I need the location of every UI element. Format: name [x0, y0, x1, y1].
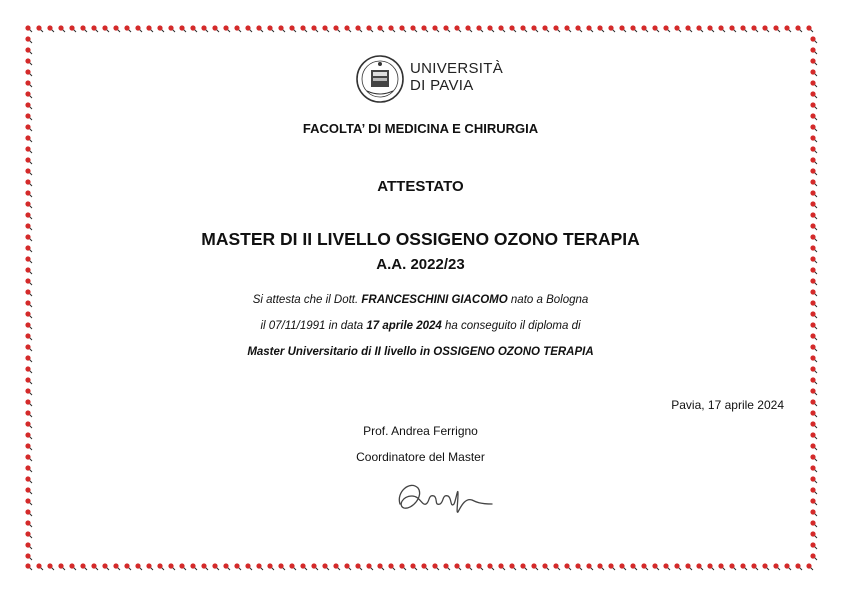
border-pin [542, 25, 549, 32]
border-pin [487, 563, 494, 570]
border-pin [795, 25, 802, 32]
border-pin [25, 102, 32, 109]
border-pin [388, 563, 395, 570]
border-pin [344, 563, 351, 570]
border-pin [25, 377, 32, 384]
university-name [410, 60, 503, 94]
border-pin [740, 25, 747, 32]
border-pin [751, 563, 758, 570]
border-pin [432, 563, 439, 570]
border-pin [795, 563, 802, 570]
border-pin [762, 563, 769, 570]
border-pin [465, 25, 472, 32]
border-pin [355, 25, 362, 32]
border-pin [322, 25, 329, 32]
border-pin [663, 563, 670, 570]
border-pin [762, 25, 769, 32]
faculty-title: FACOLTA’ DI MEDICINA E CHIRURGIA [302, 121, 539, 136]
border-pin [355, 563, 362, 570]
border-pin [597, 563, 604, 570]
border-pin [25, 311, 32, 318]
border-pin [810, 520, 817, 527]
border-pin [124, 25, 131, 32]
border-pin [135, 563, 142, 570]
border-pin [674, 563, 681, 570]
border-pin [25, 157, 32, 164]
border-pin [564, 25, 571, 32]
border-pin [47, 563, 54, 570]
border-pin [69, 563, 76, 570]
border-pin [810, 47, 817, 54]
border-pin [564, 563, 571, 570]
border-pin [25, 443, 32, 450]
border-pin [630, 563, 637, 570]
border-pin [311, 563, 318, 570]
border-pin [25, 58, 32, 65]
border-pin [454, 563, 461, 570]
border-pin [157, 563, 164, 570]
border-pin [630, 25, 637, 32]
border-pin [806, 25, 813, 32]
border-pin [810, 135, 817, 142]
border-pin [91, 25, 98, 32]
border-pin [25, 563, 32, 570]
border-pin [58, 563, 65, 570]
border-pin [806, 563, 813, 570]
border-pin [531, 25, 538, 32]
border-pin [498, 25, 505, 32]
border-pin [476, 563, 483, 570]
border-pin [443, 25, 450, 32]
border-pin [25, 80, 32, 87]
border-pin [168, 25, 175, 32]
border-pin [25, 553, 32, 560]
border-pin [25, 487, 32, 494]
border-pin [810, 58, 817, 65]
border-pin [25, 69, 32, 76]
border-pin [810, 102, 817, 109]
border-pin [25, 36, 32, 43]
border-pin [810, 333, 817, 340]
border-pin [25, 476, 32, 483]
border-pin [223, 25, 230, 32]
border-pin [25, 465, 32, 472]
border-pin [810, 146, 817, 153]
border-pin [267, 563, 274, 570]
border-pin [608, 563, 615, 570]
border-pin [810, 553, 817, 560]
border-pin [366, 25, 373, 32]
border-pin [531, 563, 538, 570]
border-pin [168, 563, 175, 570]
border-pin [707, 563, 714, 570]
signature-image [392, 474, 502, 522]
place-date: Pavia, 17 aprile 2024 [671, 398, 784, 412]
border-pin [751, 25, 758, 32]
border-pin [542, 563, 549, 570]
border-pin [696, 563, 703, 570]
border-pin [810, 201, 817, 208]
border-pin [773, 25, 780, 32]
border-pin [58, 25, 65, 32]
border-pin [810, 476, 817, 483]
border-pin [113, 25, 120, 32]
border-pin [344, 25, 351, 32]
border-pin [25, 333, 32, 340]
body-text: ha conseguito il diploma di [441, 320, 581, 332]
border-pin [377, 25, 384, 32]
border-pin [25, 47, 32, 54]
border-pin [810, 542, 817, 549]
border-pin [25, 498, 32, 505]
border-pin [289, 25, 296, 32]
border-pin [223, 563, 230, 570]
border-pin [696, 25, 703, 32]
border-pin [190, 563, 197, 570]
border-pin [663, 25, 670, 32]
border-pin [784, 563, 791, 570]
body-text: il 07/11/1991 in data [260, 320, 367, 332]
border-pin [234, 25, 241, 32]
border-pin [388, 25, 395, 32]
border-pin [245, 563, 252, 570]
border-pin [135, 25, 142, 32]
border-pin [212, 563, 219, 570]
border-pin [245, 25, 252, 32]
border-pin [256, 25, 263, 32]
border-pin [179, 563, 186, 570]
border-pin [190, 25, 197, 32]
border-pin [729, 25, 736, 32]
border-pin [333, 25, 340, 32]
border-pin [810, 157, 817, 164]
border-pin [278, 25, 285, 32]
border-pin [810, 168, 817, 175]
border-pin [47, 25, 54, 32]
border-pin [278, 563, 285, 570]
border-pin [399, 25, 406, 32]
border-pin [810, 69, 817, 76]
border-pin [25, 135, 32, 142]
border-pin [25, 366, 32, 373]
border-pin [810, 377, 817, 384]
border-pin [322, 563, 329, 570]
border-pin [25, 399, 32, 406]
border-pin [520, 563, 527, 570]
border-pin [810, 388, 817, 395]
border-pin [25, 91, 32, 98]
border-pin [311, 25, 318, 32]
border-pin [810, 443, 817, 450]
signatory-role: Coordinatore del Master [356, 450, 485, 464]
border-pin [810, 311, 817, 318]
border-pin [377, 563, 384, 570]
border-pin [102, 563, 109, 570]
border-pin [740, 563, 747, 570]
border-pin [810, 487, 817, 494]
academic-year: A.A. 2022/23 [376, 256, 465, 273]
border-pin [810, 278, 817, 285]
border-pin [25, 531, 32, 538]
border-pin [773, 563, 780, 570]
border-pin [410, 563, 417, 570]
document-heading: ATTESTATO [377, 178, 464, 195]
border-pin [25, 410, 32, 417]
border-pin [91, 563, 98, 570]
border-pin [553, 563, 560, 570]
border-pin [25, 509, 32, 516]
border-pin [36, 563, 43, 570]
border-pin [597, 25, 604, 32]
border-pin [25, 278, 32, 285]
border-pin [234, 563, 241, 570]
border-pin [421, 563, 428, 570]
border-pin [113, 563, 120, 570]
border-pin [586, 563, 593, 570]
body-line-2 [0, 320, 841, 332]
border-pin [810, 36, 817, 43]
border-pin [300, 25, 307, 32]
border-pin [575, 25, 582, 32]
border-pin [810, 531, 817, 538]
border-pin [608, 25, 615, 32]
signatory-name: Prof. Andrea Ferrigno [363, 424, 478, 438]
border-pin [685, 25, 692, 32]
border-pin [641, 25, 648, 32]
border-pin [80, 25, 87, 32]
border-pin [80, 563, 87, 570]
border-pin [421, 25, 428, 32]
border-pin [674, 25, 681, 32]
border-pin [784, 25, 791, 32]
border-pin [25, 388, 32, 395]
border-pin [810, 465, 817, 472]
border-pin [300, 563, 307, 570]
border-pin [25, 212, 32, 219]
border-pin [36, 25, 43, 32]
border-pin [553, 25, 560, 32]
border-pin [810, 366, 817, 373]
border-pin [810, 80, 817, 87]
border-pin [157, 25, 164, 32]
border-pin [465, 563, 472, 570]
border-pin [25, 113, 32, 120]
border-pin [267, 25, 274, 32]
university-name-line1: UNIVERSITÀ [410, 60, 504, 77]
border-pin [201, 563, 208, 570]
border-pin [410, 25, 417, 32]
body-line-1 [0, 294, 841, 306]
border-pin [201, 25, 208, 32]
border-pin [399, 563, 406, 570]
border-pin [520, 25, 527, 32]
border-pin [810, 113, 817, 120]
border-pin [685, 563, 692, 570]
border-pin [25, 542, 32, 549]
border-pin [25, 25, 32, 32]
border-pin [641, 563, 648, 570]
border-pin [619, 563, 626, 570]
border-pin [25, 168, 32, 175]
border-pin [124, 563, 131, 570]
body-text: Si attesta che il Dott. [252, 294, 362, 306]
border-pin [718, 25, 725, 32]
border-pin [443, 563, 450, 570]
university-name-line2: DI PAVIA [410, 77, 474, 94]
border-pin [509, 563, 516, 570]
border-pin [509, 25, 516, 32]
border-pin [179, 25, 186, 32]
border-pin [333, 563, 340, 570]
border-pin [729, 563, 736, 570]
border-pin [256, 563, 263, 570]
border-pin [432, 25, 439, 32]
border-pin [810, 212, 817, 219]
border-pin [212, 25, 219, 32]
border-pin [810, 399, 817, 406]
border-pin [476, 25, 483, 32]
border-pin [69, 25, 76, 32]
border-pin [366, 563, 373, 570]
border-pin [619, 25, 626, 32]
border-pin [652, 563, 659, 570]
border-pin [289, 563, 296, 570]
border-pin [498, 563, 505, 570]
border-pin [718, 563, 725, 570]
border-pin [25, 146, 32, 153]
border-pin [487, 25, 494, 32]
border-pin [652, 25, 659, 32]
border-pin [707, 25, 714, 32]
body-line-3: Master Universitario di II livello in OSSIGENO OZONO TERAPIA [247, 346, 594, 358]
border-pin [810, 410, 817, 417]
master-title: MASTER DI II LIVELLO OSSIGENO OZONO TERAPIA [201, 229, 640, 249]
border-pin [454, 25, 461, 32]
border-pin [102, 25, 109, 32]
border-pin [146, 25, 153, 32]
border-pin [575, 563, 582, 570]
border-pin [810, 91, 817, 98]
border-pin [146, 563, 153, 570]
border-pin [25, 520, 32, 527]
recipient-name: FRANCESCHINI GIACOMO [361, 294, 508, 306]
border-pin [586, 25, 593, 32]
border-pin [810, 498, 817, 505]
award-date: 17 aprile 2024 [366, 320, 442, 332]
border-pin [810, 509, 817, 516]
border-pin [25, 201, 32, 208]
body-text: nato a Bologna [507, 294, 589, 306]
